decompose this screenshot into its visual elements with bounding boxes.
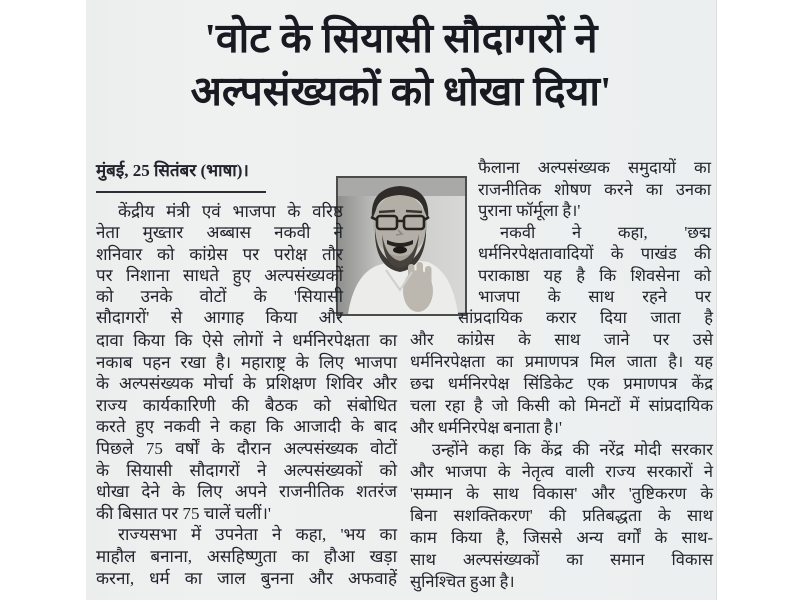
body-column-right-top (478, 157, 711, 308)
body-line: राज्यसभा में उपनेता ने कहा, 'भय का (118, 525, 397, 545)
dateline-rule (96, 191, 266, 193)
body-line: छद्म धर्मनिरपेक्ष सिंडिकेट एक प्रमाणपत्र केंद्र (410, 374, 713, 393)
dateline: मुंबई, 25 सितंबर (भाषा)। (96, 161, 249, 180)
article-photo (336, 176, 467, 316)
body-line: नकाब पहन रखा है। महाराष्ट्र के लिए भाजपा (96, 352, 397, 372)
body-line: और कांग्रेस के साथ जाने पर उसे (410, 330, 713, 349)
body-column-left-bottom (96, 330, 397, 589)
body-line: बिना सशक्तिकरण' की प्रतिबद्धता के साथ (410, 506, 713, 525)
body-line: पर निशाना साधते हुए अल्पसंख्यकों (96, 265, 343, 285)
paper-background (86, 0, 717, 600)
body-line: धर्मनिरपेक्षतावादियों के पाखंड की (478, 244, 711, 263)
body-column-left-top (96, 201, 343, 329)
body-line: उन्होंने कहा कि केंद्र की नरेंद्र मोदी सरकार (432, 440, 713, 459)
body-line: केंद्रीय मंत्री एवं भाजपा के वरिष्ठ (118, 202, 343, 221)
body-line: को उनके वोटों के 'सियासी (96, 287, 343, 307)
body-line: की बिसात पर 75 चालें चलीं।' (96, 503, 271, 523)
body-line: नेता मुख्तार अब्बास नकवी ने (96, 223, 343, 243)
body-line: सौदागरों' से आगाह किया और (96, 308, 343, 328)
body-line: काम किया है, जिससे अन्य वर्गों के साथ- (410, 528, 713, 547)
person-portrait-illustration (338, 178, 465, 314)
body-line: राज्य कार्यकारिणी की बैठक को संबोधित (96, 395, 397, 415)
body-line: करते हुए नकवी ने कहा कि आजादी के बाद (96, 417, 397, 437)
body-line: पराकाष्ठा यह है कि शिवसेना को (478, 265, 711, 285)
body-line: धोखा देने के लिए अपने राजनीतिक शतरंज (96, 482, 397, 502)
body-line: पिछले 75 वर्षों के दौरान अल्पसंख्यक वोटों (96, 438, 397, 458)
body-line: के सियासी सौदागरों ने अल्पसंख्यकों को (96, 460, 397, 480)
body-line: चला रहा है जो किसी को मिनटों में सांप्रदायिक (410, 396, 713, 415)
headline-line-2: अल्पसंख्यकों को धोखा दिया' (190, 68, 612, 114)
body-line: दावा किया कि ऐसे लोगों ने धर्मनिरपेक्षता का (96, 331, 397, 350)
body-line: और भाजपा के नेतृत्व वाली राज्य सरकारों ने (410, 462, 713, 481)
body-line: राजनीतिक शोषण करने का उनका (478, 179, 711, 199)
body-line: माहौल बनाना, असहिष्णुता का हौआ खड़ा (96, 546, 397, 566)
body-line: सांप्रदायिक करार दिया जाता है (458, 308, 713, 327)
body-line: शनिवार को कांग्रेस पर परोक्ष तौर (96, 244, 343, 264)
body-line: फैलाना अल्पसंख्यक समुदायों का (478, 158, 711, 177)
body-line: नकवी ने कहा, 'छद्म (500, 222, 711, 242)
body-line: साथ अल्पसंख्यकों का समान विकास (410, 550, 713, 569)
body-line: और धर्मनिरपेक्ष बनाता है।' (410, 418, 562, 437)
body-column-right-bottom (410, 307, 713, 593)
body-line: भाजपा के साथ रहने पर (478, 287, 711, 306)
body-line: धर्मनिरपेक्षता का प्रमाणपत्र मिल जाता है। यह (410, 352, 713, 371)
headline-line-1: 'वोट के सियासी सौदागरों ने (204, 15, 598, 61)
body-line: के अल्पसंख्यक मोर्चा के प्रशिक्षण शिविर और (96, 374, 397, 394)
body-line: 'सम्मान के साथ विकास' और 'तुष्टिकरण के (410, 484, 713, 503)
headline (86, 12, 716, 118)
body-line: सुनिश्चित हुआ है। (410, 572, 515, 591)
body-line: करना, धर्म का जाल बुनना और अफवाहें (96, 568, 397, 588)
body-line: पुराना फॉर्मूला है।' (478, 201, 581, 220)
